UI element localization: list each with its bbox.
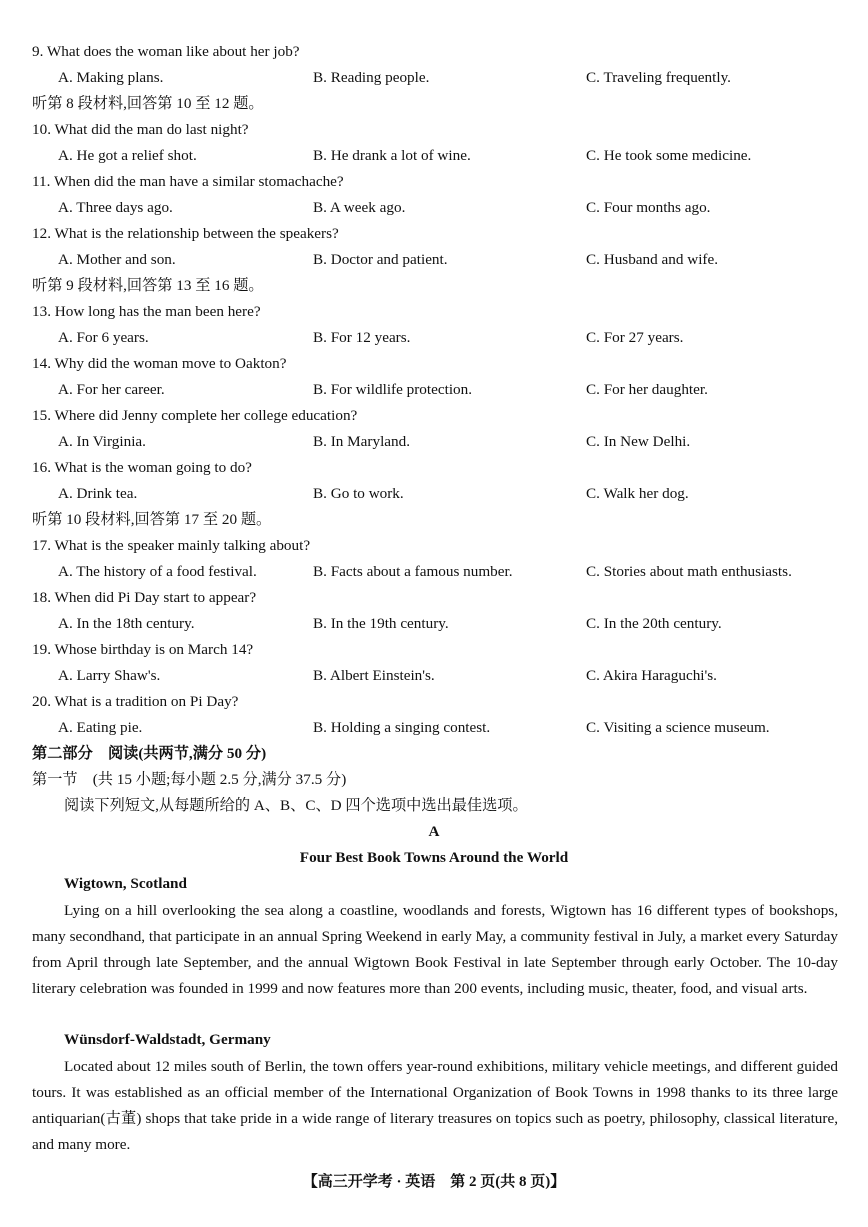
q10-option-b: B. He drank a lot of wine. (313, 147, 471, 164)
question-18: 18. When did Pi Day start to appear? (32, 589, 257, 606)
q18-option-b: B. In the 19th century. (313, 615, 449, 632)
q9-option-b: B. Reading people. (313, 69, 430, 86)
question-9: 9. What does the woman like about her job? (32, 43, 300, 60)
q9-option-c: C. Traveling frequently. (586, 69, 731, 86)
q20-option-a: A. Eating pie. (58, 719, 143, 736)
q14-option-c: C. For her daughter. (586, 381, 708, 398)
town-heading-wigtown: Wigtown, Scotland (64, 875, 187, 892)
question-15: 15. Where did Jenny complete her college education? (32, 407, 358, 424)
paragraph-wigtown: Lying on a hill overlooking the sea along a coastline, woodlands and forests, Wigtown has 16 different types of bookshops, many secondhand, that participate in an annual Spring Weekend in early May, a community festival in July, a market every Saturday from April through late September, and the annual Wigtown Book Festival in late September through early October. The 10-day literary celebration was founded in 1999 and now features more than 200 events, including music, theater, food, and visual arts. (32, 902, 838, 997)
question-14: 14. Why did the woman move to Oakton? (32, 355, 287, 372)
instruction-seg9: 听第 9 段材料,回答第 13 至 16 题。 (32, 277, 264, 294)
q13-option-c: C. For 27 years. (586, 329, 684, 346)
instruction-seg10: 听第 10 段材料,回答第 17 至 20 题。 (32, 511, 272, 528)
section1-heading: 第一节 (共 15 小题;每小题 2.5 分,满分 37.5 分) (32, 771, 347, 788)
q15-option-c: C. In New Delhi. (586, 433, 691, 450)
q11-option-c: C. Four months ago. (586, 199, 711, 216)
question-12: 12. What is the relationship between the speakers? (32, 225, 339, 242)
q20-option-b: B. Holding a singing contest. (313, 719, 491, 736)
q14-option-b: B. For wildlife protection. (313, 381, 473, 398)
question-19: 19. Whose birthday is on March 14? (32, 641, 254, 658)
q16-option-b: B. Go to work. (313, 485, 404, 502)
q15-option-a: A. In Virginia. (58, 433, 146, 450)
question-10: 10. What did the man do last night? (32, 121, 249, 138)
passage-letter: A (428, 823, 440, 840)
reading-directions: 阅读下列短文,从每题所给的 A、B、C、D 四个选项中选出最佳选项。 (64, 797, 528, 814)
q19-option-c: C. Akira Haraguchi's. (586, 667, 717, 684)
q17-option-a: A. The history of a food festival. (58, 563, 257, 580)
page-footer: 【高三开学考 · 英语 第 2 页(共 8 页)】 (302, 1174, 566, 1190)
q15-option-b: B. In Maryland. (313, 433, 411, 450)
q18-option-c: C. In the 20th century. (586, 615, 722, 632)
q12-option-c: C. Husband and wife. (586, 251, 719, 268)
question-11: 11. When did the man have a similar stomachache? (32, 173, 344, 190)
q18-option-a: A. In the 18th century. (58, 615, 195, 632)
paragraph-wunsdorf: Located about 12 miles south of Berlin, the town offers year-round exhibitions, military vehicle meetings, and different guided tours. It was established as an official member of the International Organization of Book Towns in 1998 thanks to its three large antiquarian(古董) shops that take pride in a wide range of literary treasures on topics such as poetry, philosophy, classical literature, and many more. (32, 1058, 838, 1153)
q19-option-a: A. Larry Shaw's. (58, 667, 161, 684)
q11-option-a: A. Three days ago. (58, 199, 173, 216)
instruction-seg8: 听第 8 段材料,回答第 10 至 12 题。 (32, 95, 264, 112)
q16-option-a: A. Drink tea. (58, 485, 138, 502)
q10-option-a: A. He got a relief shot. (58, 147, 197, 164)
q9-option-a: A. Making plans. (58, 69, 164, 86)
q17-option-b: B. Facts about a famous number. (313, 563, 513, 580)
q16-option-c: C. Walk her dog. (586, 485, 689, 502)
question-13: 13. How long has the man been here? (32, 303, 261, 320)
q17-option-c: C. Stories about math enthusiasts. (586, 563, 792, 580)
question-16: 16. What is the woman going to do? (32, 459, 252, 476)
q12-option-b: B. Doctor and patient. (313, 251, 448, 268)
part2-title: 第二部分 阅读(共两节,满分 50 分) (32, 745, 267, 762)
q19-option-b: B. Albert Einstein's. (313, 667, 435, 684)
q11-option-b: B. A week ago. (313, 199, 406, 216)
q12-option-a: A. Mother and son. (58, 251, 176, 268)
q13-option-b: B. For 12 years. (313, 329, 411, 346)
question-20: 20. What is a tradition on Pi Day? (32, 693, 239, 710)
town-heading-wunsdorf: Wünsdorf-Waldstadt, Germany (64, 1031, 271, 1048)
q20-option-c: C. Visiting a science museum. (586, 719, 770, 736)
question-17: 17. What is the speaker mainly talking about? (32, 537, 311, 554)
passage-title: Four Best Book Towns Around the World (299, 849, 569, 866)
q13-option-a: A. For 6 years. (58, 329, 149, 346)
q10-option-c: C. He took some medicine. (586, 147, 752, 164)
q14-option-a: A. For her career. (58, 381, 165, 398)
